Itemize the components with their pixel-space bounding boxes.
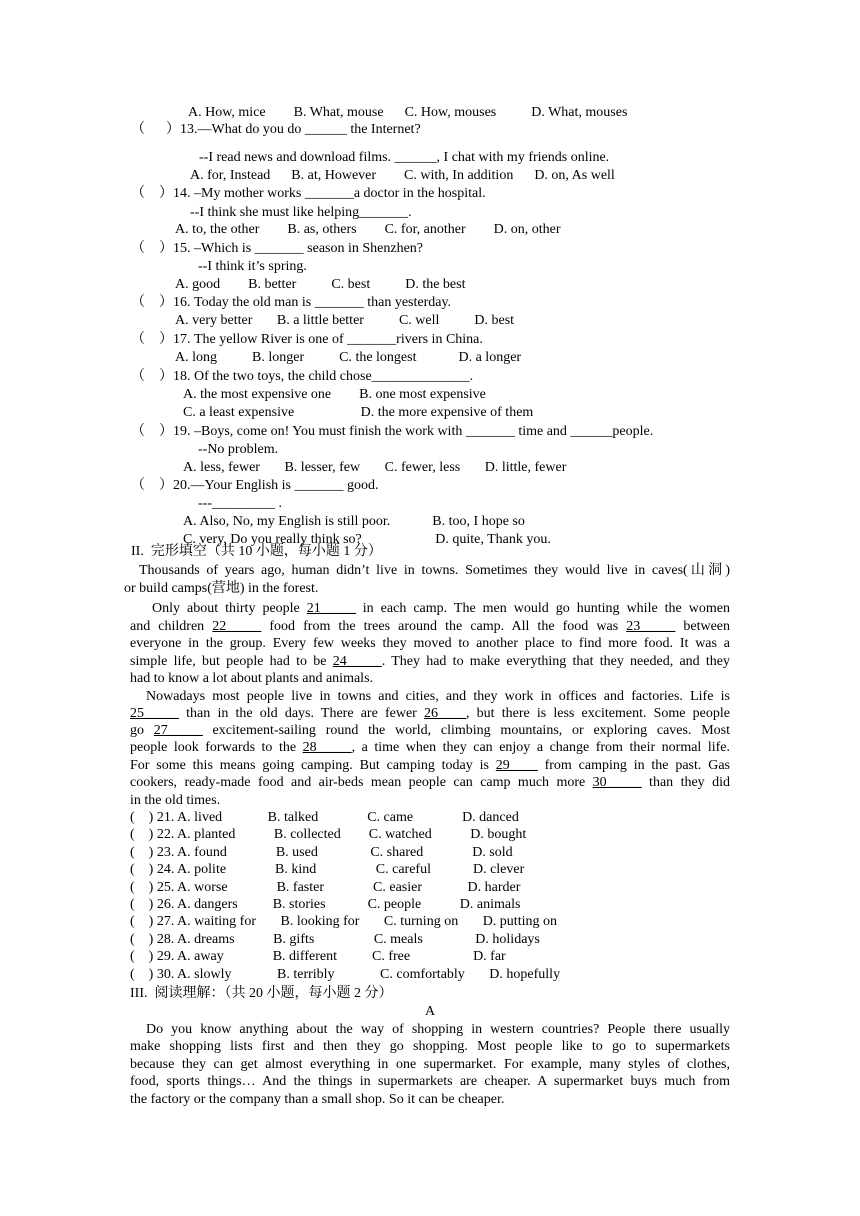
text-run: had to know a lot about plants and animals. <box>130 671 374 686</box>
text-run: simple life, but people had to be <box>130 654 333 669</box>
cloze-option-row: ( ) 28. A. dreams B. gifts C. meals D. holidays <box>130 931 540 947</box>
blank-number: 24_____ <box>332 654 382 669</box>
cloze-option-row: ( ) 22. A. planted B. collected C. watched D. bought <box>130 827 527 843</box>
paragraph-line <box>130 653 730 670</box>
paragraph-line <box>130 792 730 809</box>
passage-label: A <box>424 1004 436 1019</box>
paragraph-line: make shopping lists first and then they go shopping. Most people like to go to supermarkets <box>130 1039 730 1055</box>
text-run: everyone in the group. Every few weeks they moved to another place to find more food. It was a <box>130 636 730 651</box>
question-stem: （ ）20.—Your English is _______ good. <box>131 478 379 493</box>
question-reply: --No problem. <box>198 442 279 457</box>
text-run: than they did <box>641 775 730 790</box>
paragraph-line: or build camps(营地) in the forest. <box>124 581 319 596</box>
blank-number: 26____ <box>424 706 466 721</box>
question-reply: --I read news and download films. ______, I chat with my friends online. <box>199 150 610 165</box>
text-run: cookers, ready-made food and air-beds mean people can camp much more <box>130 775 593 790</box>
question-options: A. good B. better C. best D. the best <box>175 277 466 292</box>
paragraph-line: Do you know anything about the way of shopping in western countries? People there usually <box>146 1022 730 1037</box>
paragraph-line <box>130 618 730 635</box>
blank-number: 30_____ <box>592 775 642 790</box>
paragraph-line <box>130 670 730 687</box>
question-stem: （ ）15. –Which is _______ season in Shenzhen? <box>131 241 424 256</box>
paragraph-line <box>130 757 730 774</box>
cloze-option-row: ( ) 29. A. away B. different C. free D. far <box>130 949 506 965</box>
question-stem: （ ）14. –My mother works _______a doctor in the hospital. <box>131 186 486 201</box>
question-stem: （ ）17. The yellow River is one of _______rivers in China. <box>131 332 483 347</box>
text-run: food from the trees around the camp. All the food was <box>261 619 627 634</box>
question-reply: --I think it’s spring. <box>198 259 307 274</box>
blank-number: 22_____ <box>212 619 262 634</box>
question-options: C. very, Do you really think so? D. quite, Thank you. <box>183 532 551 547</box>
cloze-option-row: ( ) 24. A. polite B. kind C. careful D. clever <box>130 862 525 878</box>
text-run: than in the old days. There are fewer <box>179 706 424 721</box>
question-options: A. the most expensive one B. one most expensive <box>183 387 486 402</box>
section-heading: III. 阅读理解：（共 20 小题，每小题 2 分） <box>130 986 393 1001</box>
blank-number: 28_____ <box>302 740 352 755</box>
paragraph-line <box>130 739 730 756</box>
section-heading: II. 完形填空（共 10 小题，每小题 1 分） <box>131 544 382 559</box>
text-run: . They had to make everything that they needed, and they <box>381 654 731 669</box>
question-options: A. long B. longer C. the longest D. a longer <box>175 350 522 365</box>
text-run: in each camp. The men would go hunting while the women <box>355 601 730 616</box>
blank-number: 29____ <box>495 758 538 773</box>
text-run: from camping in the past. Gas <box>537 758 730 773</box>
text-run: Only about thirty people <box>152 601 307 616</box>
question-options: A. Also, No, my English is still poor. B. too, I hope so <box>183 514 525 529</box>
question-stem: （ ）13.—What do you do ______ the Internet? <box>131 122 421 137</box>
paragraph-line <box>146 688 730 705</box>
question-reply: --I think she must like helping_______. <box>190 205 412 220</box>
paragraph-line <box>130 774 730 791</box>
cloze-option-row: ( ) 23. A. found B. used C. shared D. sold <box>130 844 513 860</box>
question-options: A. for, Instead B. at, However C. with, In addition D. on, As well <box>190 168 615 183</box>
q12-options: A. How, mice B. What, mouse C. How, mouses D. What, mouses <box>188 105 628 120</box>
text-run: people look forwards to the <box>130 740 303 755</box>
cloze-option-row: ( ) 25. A. worse B. faster C. easier D. harder <box>130 879 521 895</box>
paragraph-line <box>130 635 730 652</box>
blank-number: 23_____ <box>626 619 676 634</box>
question-options: A. to, the other B. as, others C. for, another D. on, other <box>175 222 561 237</box>
paragraph-line: the factory or the company than a small shop. So it can be cheaper. <box>130 1091 505 1107</box>
paragraph-line <box>130 722 730 739</box>
text-run: and children <box>130 619 213 634</box>
question-stem: （ ）18. Of the two toys, the child chose______________. <box>131 369 474 384</box>
blank-number: 21_____ <box>306 601 356 616</box>
text-run: excitement-sailing round the world, climbing mountains, or exploring caves. Most <box>202 723 730 738</box>
cloze-option-row: ( ) 27. A. waiting for B. looking for C. turning on D. putting on <box>130 914 557 930</box>
paragraph-line <box>130 705 730 722</box>
question-options: C. a least expensive D. the more expensive of them <box>183 405 534 420</box>
paragraph-line: food, sports things… And the things in supermarkets are cheaper. A supermarket buys much from <box>130 1074 730 1090</box>
cloze-option-row: ( ) 26. A. dangers B. stories C. people D. animals <box>130 897 521 912</box>
question-stem: （ ）16. Today the old man is _______ than yesterday. <box>131 295 452 310</box>
question-options: A. very better B. a little better C. well D. best <box>175 313 515 328</box>
text-run: For some this means going camping. But camping today is <box>130 758 496 773</box>
text-run: between <box>675 619 731 634</box>
text-run: in the old times. <box>130 793 221 808</box>
text-run: , but there is less excitement. Some people <box>466 706 730 721</box>
question-options: A. less, fewer B. lesser, few C. fewer, less D. little, fewer <box>183 460 567 475</box>
question-reply: ---_________ . <box>198 496 282 511</box>
text-run: go <box>130 723 154 738</box>
text-run: , a time when they can enjoy a change from their normal life. <box>351 740 730 755</box>
paragraph-line <box>152 600 730 617</box>
text-run: Nowadays most people live in towns and cities, and they work in offices and factories. Life is <box>146 689 730 704</box>
cloze-option-row: ( ) 30. A. slowly B. terribly C. comfortably D. hopefully <box>130 966 561 982</box>
blank-number: 27_____ <box>153 723 203 738</box>
paragraph-line: because they can get almost everything in one supermarket. For example, many styles of clothes, <box>130 1056 730 1072</box>
paragraph-line: Thousands of years ago, human didn’t live in towns. Sometimes they would live in caves(山洞) <box>139 563 730 578</box>
question-stem: （ ）19. –Boys, come on! You must finish the work with _______ time and ______people. <box>131 424 654 439</box>
blank-number: 25_____ <box>130 706 179 721</box>
cloze-option-row: ( ) 21. A. lived B. talked C. came D. danced <box>130 810 519 825</box>
